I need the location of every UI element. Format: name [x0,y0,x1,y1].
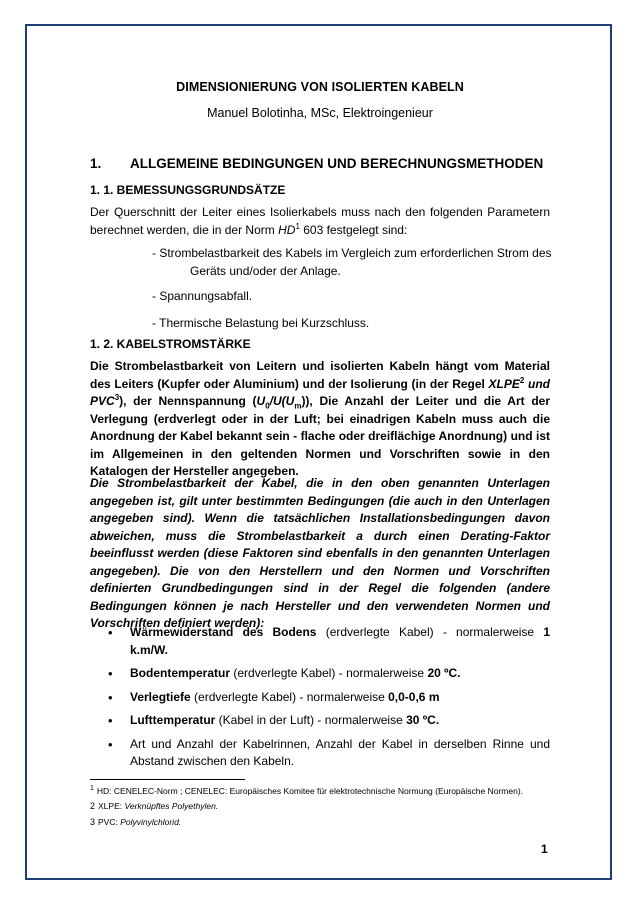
conditions-list [108,624,550,771]
hd-term: HD [278,222,296,237]
footnote-3 [90,817,181,828]
pvc-term: PVC [90,394,115,408]
subsection-heading-1-1: 1. 1. BEMESSUNGSGRUNDSÄTZE [90,183,286,197]
footnote-label: HD: [96,786,114,796]
paragraph-derating: Die Strombelastbarkeit der Kabel, die in den oben genannten Unterlagen angegeben ist, gilt unter bestimmten Bedingungen (die auch in den Unterlagen angegeben sind). Wenn die tatsächlichen Installationsbedingungen davon abweichen, muss die Strombelastbarkeit a durch einen Derating-Faktor beeinflusst werden (diese Faktoren sind ebenfalls in den genannten Unterlagen angegeben). Die von den Herstellern und den Normen und Vorschriften definierten Grundbedingungen sind in der Regel die folgenden (andere Bedingungen können je nach Hersteller und den verwendeten Normen und Vorschriften definiert werden): [90,476,550,630]
footnote-label: PVC: [98,817,121,827]
dash-text-continued: Geräts und/oder der Anlage. [190,263,341,278]
condition-value: 1 k.m/W. [130,625,550,657]
condition-text: (erdverlegte Kabel) - normalerweise [316,625,544,639]
condition-term: Wärmewiderstand des Bodens [130,625,317,639]
footnote-divider [90,779,245,780]
paragraph-text: 603 festgelegt sind: [299,222,408,237]
paragraph-strombelastbarkeit [90,358,550,481]
section-title: ALLGEMEINE BEDINGUNGEN UND BERECHNUNGSMETHODEN [130,156,544,171]
dash-item-spannungsabfall: - Spannungsabfall. [152,289,253,303]
paragraph-text: Der Querschnitt der Leiter eines Isolierkabels muss nach den folgenden Parametern berechnet werden, die in der Norm [90,205,550,237]
footnote-2 [90,801,218,812]
condition-term: Bodentemperatur [130,666,231,680]
list-item [108,736,550,771]
document-author: Manuel Bolotinha, MSc, Elektroingenieur [207,106,433,120]
footnote-ref: 1 [295,221,300,231]
xlpe-term: XLPE [488,376,520,391]
condition-value: 30 ºC. [406,713,440,727]
paragraph-text: ), der Nennspannung ( [119,394,257,408]
footnote-ref: 3 [114,393,120,402]
list-item [108,665,550,683]
footnote-text: Polyvinylchlorid. [120,817,182,827]
condition-term: Verlegtiefe [130,689,191,704]
condition-text: (erdverlegte Kabel) - normalerweise [230,666,428,680]
footnote-text: CENELEC-Norm ; CENELEC: Europäisches Komitee für elektrotechnische Normung (Europäische Normen). [113,786,524,796]
footnote-mark: 3 [90,817,96,827]
voltage-symbol: /U(U [269,394,295,408]
section-number: 1. [90,156,102,171]
voltage-symbol: U [256,394,266,408]
list-item [108,624,550,659]
dash-item-strombelastbarkeit [152,245,552,280]
list-item [108,712,550,730]
footnote-ref: 2 [519,375,525,385]
condition-value: 20 ºC. [427,666,461,680]
document-title: DIMENSIONIERUNG VON ISOLIERTEN KABELN [176,80,464,94]
subscript: 0 [265,401,270,411]
page-number: 1 [541,842,548,856]
paragraph-text: Die Strombelastbarkeit von Leitern und isolierten Kabeln hängt vom Material des Leiters (Kupfer oder Aluminium) und der Isolierung (in der Regel [90,359,550,391]
footnote-mark: 2 [90,801,96,811]
dash-item-kurzschluss: - Thermische Belastung bei Kurzschluss. [152,316,370,330]
list-item [108,689,550,707]
dash-text: - Strombelastbarkeit des Kabels im Vergleich zum erforderlichen Strom des [152,246,552,260]
paragraph-text: )), Die Anzahl der Leiter und die Art der Verlegung (erdverlegt oder in der Luft; bei einadrigen Kabeln muss auch die Anordnung der Kabel bekannt sein - flache oder dreiflächige Anordnung) und ist im Allgemeinen in den geltenden Normen und Vorschriften sowie in den Katalogen der Hersteller angegeben. [90,394,550,478]
condition-text: (Kabel in der Luft) - normalerweise [215,713,407,727]
subscript: m [294,401,302,411]
footnote-label: XLPE: [98,801,125,811]
paragraph-bemessung [90,204,550,239]
section-heading-1 [90,156,550,171]
condition-value: 0,0-0,6 m [388,689,440,704]
condition-term: Lufttemperatur [130,713,216,727]
condition-text: Art und Anzahl der Kabelrinnen, Anzahl der Kabel in derselben Rinne und Abstand zwischen den Kabeln. [130,736,550,768]
subsection-heading-1-2: 1. 2. KABELSTROMSTÄRKE [90,337,251,351]
condition-text: (erdverlegte Kabel) - normalerweise [190,689,389,704]
footnote-1 [90,786,523,797]
footnote-text: Verknüpftes Polyethylen. [124,801,219,811]
paragraph-text: und [524,376,550,391]
footnote-mark: 1 [90,785,94,793]
